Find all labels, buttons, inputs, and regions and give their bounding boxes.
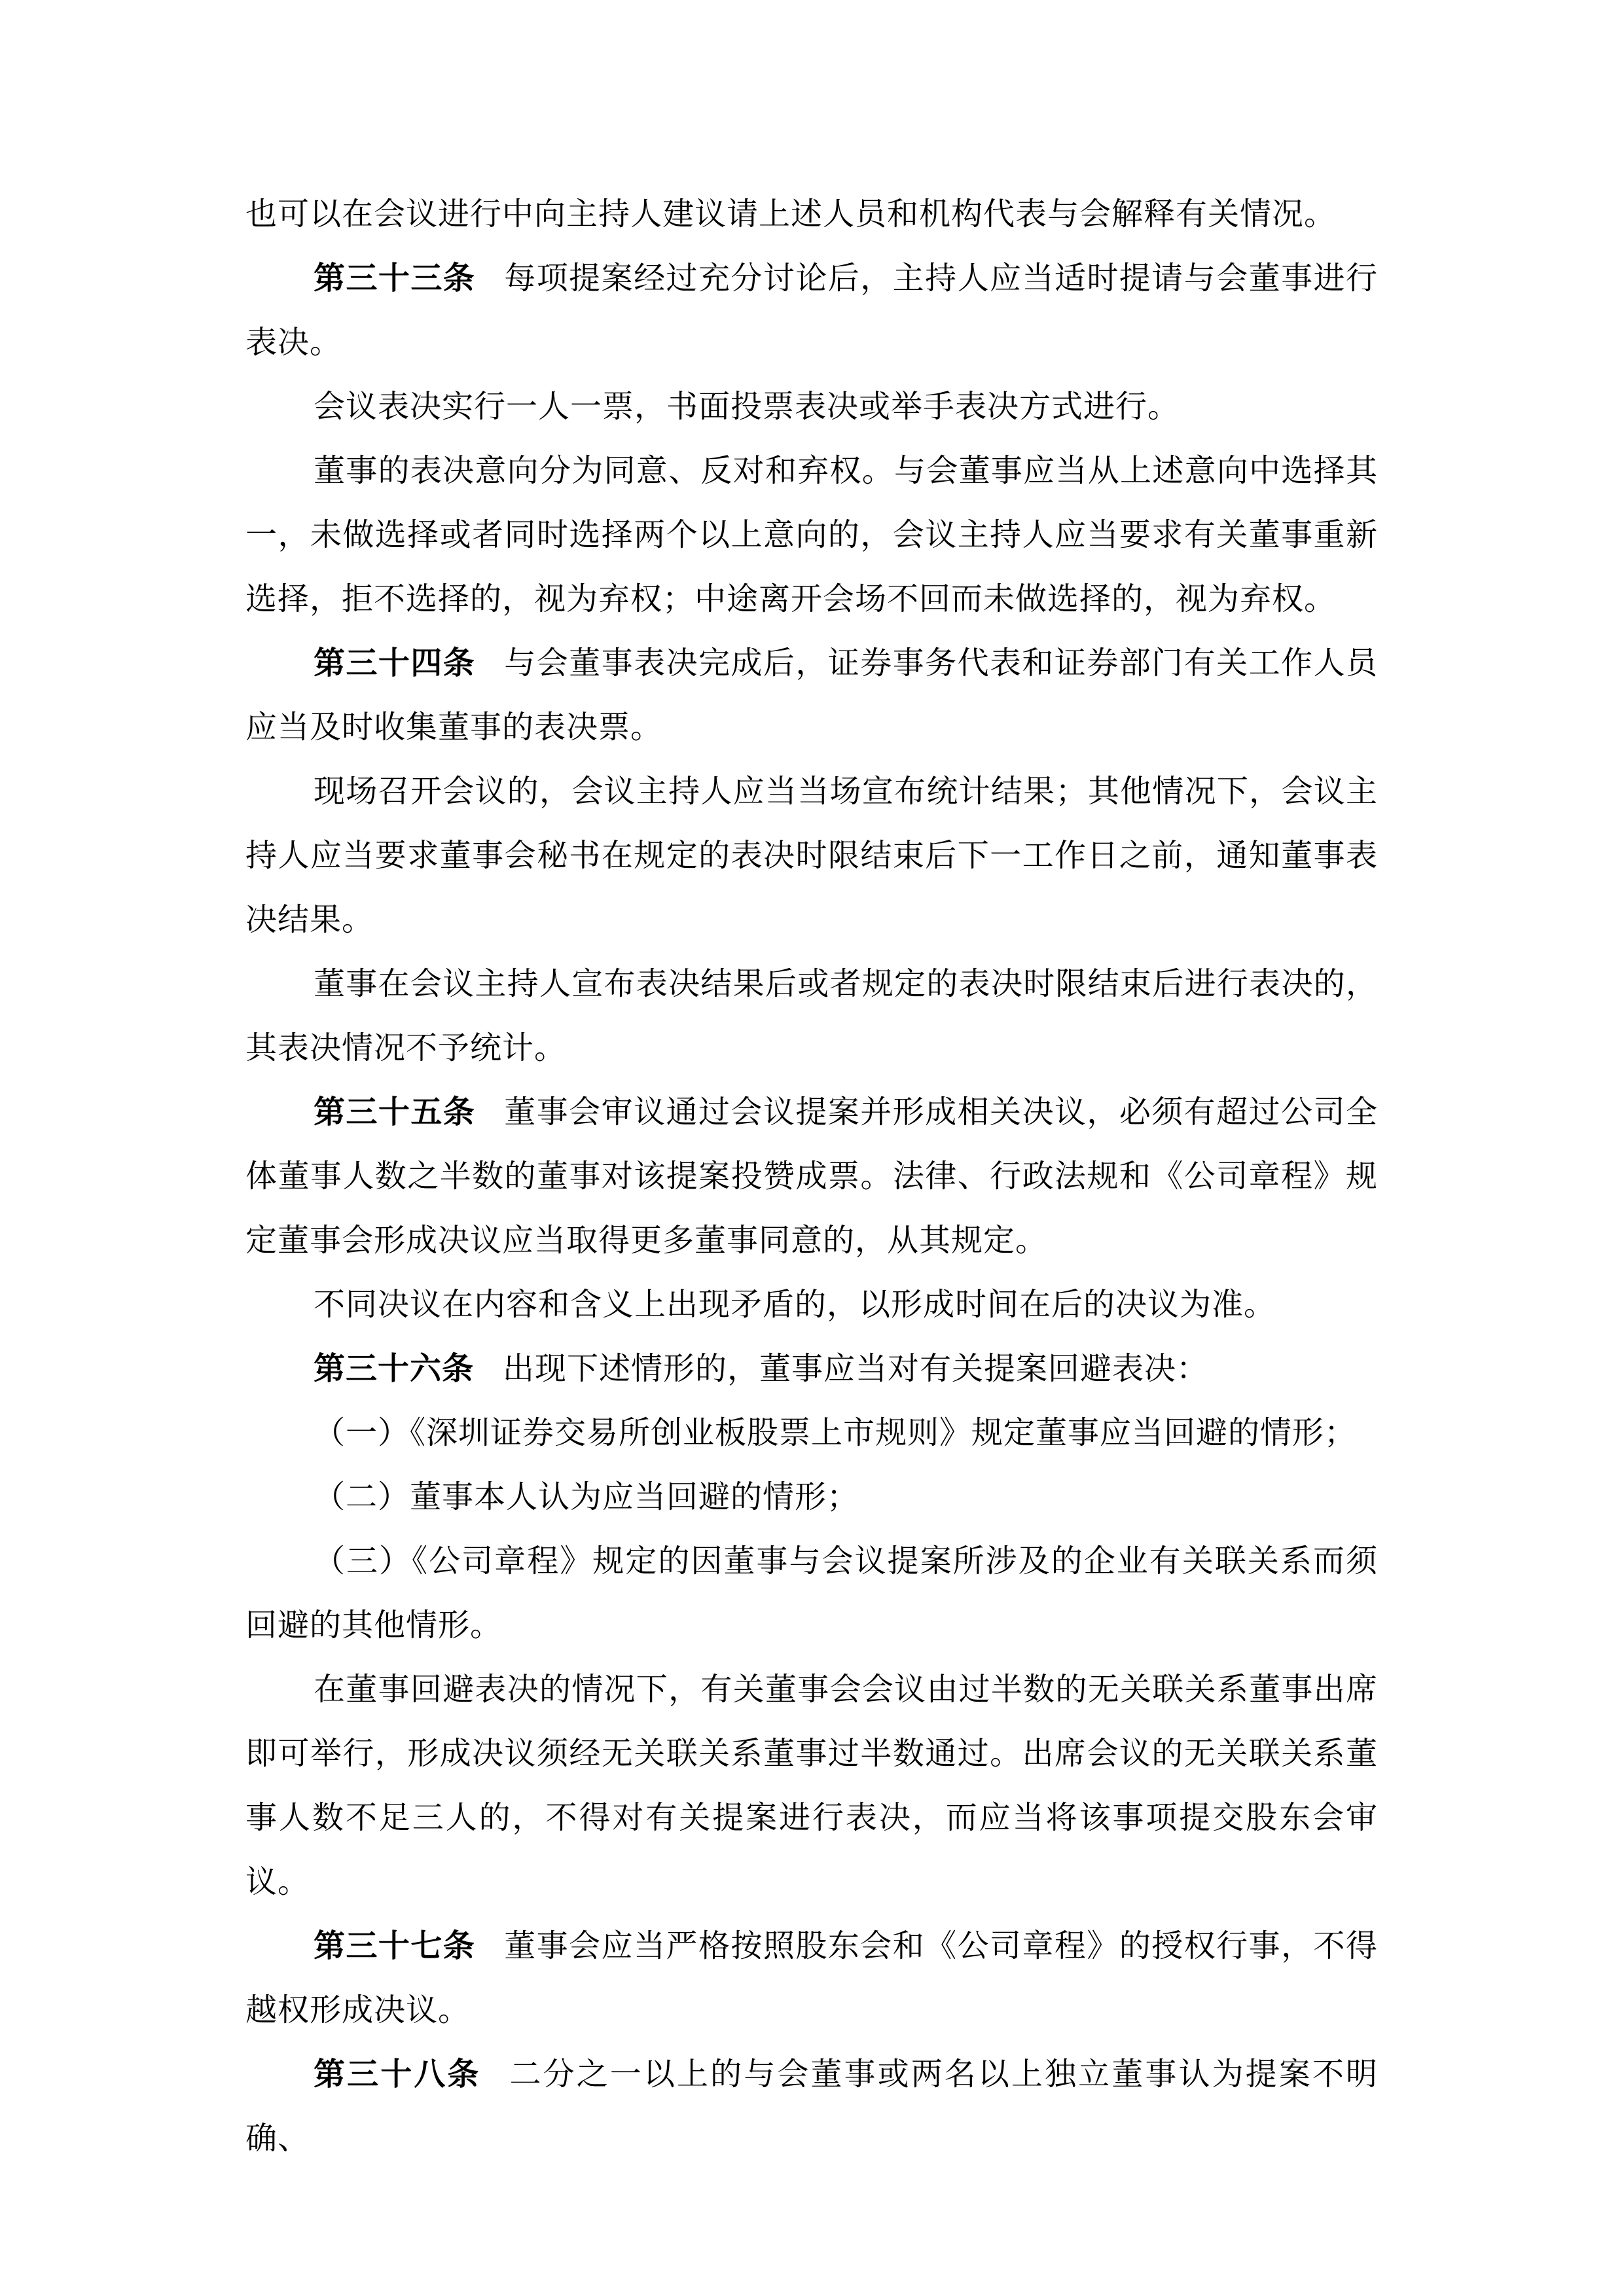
paragraph xyxy=(245,1337,1378,1401)
paragraph-text: 与会董事表决完成后，证券事务代表和证券部门有关工作人员应当及时收集董事的表决票。 xyxy=(245,646,1378,745)
paragraph-text: 董事会应当严格按照股东会和《公司章程》的授权行事，不得越权形成决议。 xyxy=(245,1929,1378,2028)
paragraph xyxy=(245,760,1378,952)
paragraph-text: 董事会审议通过会议提案并形成相关决议，必须有超过公司全体董事人数之半数的董事对该提案投赞成票。法律、行政法规和《公司章程》规定董事会形成决议应当取得更多董事同意的，从其规定。 xyxy=(245,1095,1378,1258)
paragraph-text: 会议表决实行一人一票，书面投票表决或举手表决方式进行。 xyxy=(314,389,1180,424)
paragraph-text: （一）《深圳证券交易所创业板股票上市规则》规定董事应当回避的情形； xyxy=(314,1416,1357,1450)
paragraph-text: 也可以在会议进行中向主持人建议请上述人员和机构代表与会解释有关情况。 xyxy=(245,197,1337,232)
paragraph-text: 不同决议在内容和含义上出现矛盾的，以形成时间在后的决议为准。 xyxy=(314,1287,1276,1322)
paragraph xyxy=(245,632,1378,760)
paragraph-text: 董事在会议主持人宣布表决结果后或者规定的表决时限结束后进行表决的，其表决情况不予统计。 xyxy=(245,967,1378,1066)
article-number: 第三十八条 xyxy=(314,2057,481,2092)
paragraph xyxy=(245,952,1378,1081)
paragraph xyxy=(245,1273,1378,1337)
article-number: 第三十五条 xyxy=(314,1095,476,1130)
article-number: 第三十四条 xyxy=(314,646,476,681)
paragraph-text: 每项提案经过充分讨论后，主持人应当适时提请与会董事进行表决。 xyxy=(245,261,1378,360)
paragraph xyxy=(245,2043,1378,2171)
paragraph-text: （三）《公司章程》规定的因董事与会议提案所涉及的企业有关联关系而须回避的其他情形。 xyxy=(245,1544,1378,1643)
paragraph xyxy=(245,1401,1378,1465)
paragraph xyxy=(245,375,1378,439)
paragraph-text: 出现下述情形的，董事应当对有关提案回避表决： xyxy=(503,1352,1209,1386)
paragraph-text: 在董事回避表决的情况下，有关董事会会议由过半数的无关联关系董事出席即可举行，形成决议须经无关联关系董事过半数通过。出席会议的无关联关系董事人数不足三人的，不得对有关提案进行表决，而应当将该事项提交股东会审议。 xyxy=(245,1672,1378,1899)
paragraph xyxy=(245,1530,1378,1658)
article-number: 第三十六条 xyxy=(314,1352,475,1386)
paragraph xyxy=(245,439,1378,632)
paragraph xyxy=(245,1081,1378,1273)
article-number: 第三十七条 xyxy=(314,1929,476,1964)
paragraph xyxy=(245,1658,1378,1914)
paragraph-text: 二分之一以上的与会董事或两名以上独立董事认为提案不明确、 xyxy=(245,2057,1378,2156)
paragraph xyxy=(245,1914,1378,2043)
paragraph xyxy=(245,1465,1378,1530)
article-number: 第三十三条 xyxy=(314,261,476,296)
document-text-block xyxy=(245,183,1378,2171)
paragraph-text: 现场召开会议的，会议主持人应当当场宣布统计结果；其他情况下，会议主持人应当要求董事会秘书在规定的表决时限结束后下一工作日之前，通知董事表决结果。 xyxy=(245,774,1378,937)
paragraph xyxy=(245,183,1378,247)
paragraph-text: （二）董事本人认为应当回避的情形； xyxy=(314,1480,859,1515)
paragraph xyxy=(245,247,1378,375)
paragraph-text: 董事的表决意向分为同意、反对和弃权。与会董事应当从上述意向中选择其一，未做选择或者同时选择两个以上意向的，会议主持人应当要求有关董事重新选择，拒不选择的，视为弃权；中途离开会场不回而未做选择的，视为弃权。 xyxy=(245,454,1378,617)
